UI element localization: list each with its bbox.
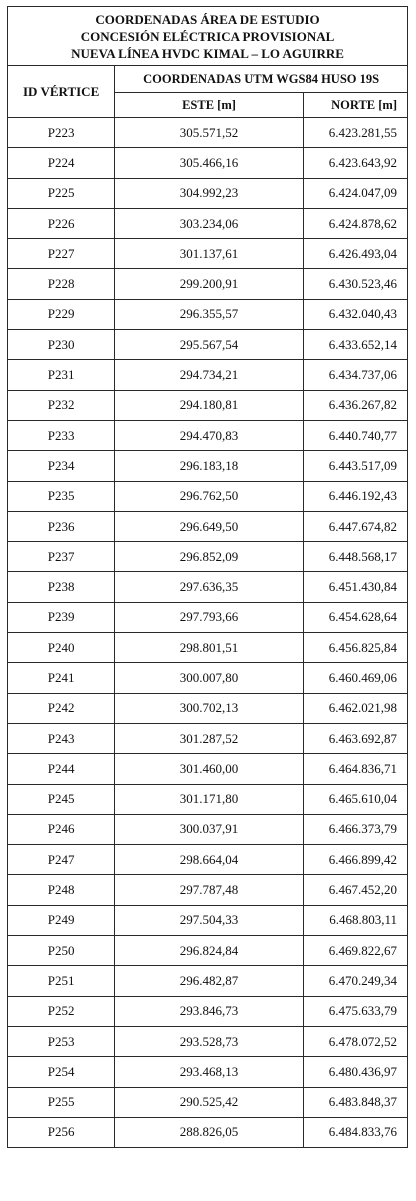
cell-este: 305.571,52 — [115, 118, 303, 148]
cell-vertex-id: P252 — [8, 996, 115, 1026]
cell-este: 293.846,73 — [115, 996, 303, 1026]
cell-vertex-id: P233 — [8, 420, 115, 450]
cell-norte: 6.464.836,71 — [303, 754, 407, 784]
cell-norte: 6.460.469,06 — [303, 663, 407, 693]
cell-este: 303.234,06 — [115, 208, 303, 238]
cell-este: 301.287,52 — [115, 723, 303, 753]
cell-este: 298.664,04 — [115, 845, 303, 875]
cell-vertex-id: P230 — [8, 330, 115, 360]
cell-vertex-id: P249 — [8, 905, 115, 935]
cell-este: 299.200,91 — [115, 269, 303, 299]
cell-este: 296.762,50 — [115, 481, 303, 511]
cell-este: 296.482,87 — [115, 966, 303, 996]
cell-vertex-id: P235 — [8, 481, 115, 511]
cell-este: 296.824,84 — [115, 936, 303, 966]
table-row — [8, 1087, 408, 1117]
cell-vertex-id: P225 — [8, 178, 115, 208]
cell-vertex-id: P247 — [8, 845, 115, 875]
cell-este: 296.852,09 — [115, 542, 303, 572]
cell-vertex-id: P244 — [8, 754, 115, 784]
cell-este: 297.787,48 — [115, 875, 303, 905]
cell-norte: 6.468.803,11 — [303, 905, 407, 935]
cell-vertex-id: P255 — [8, 1087, 115, 1117]
column-header-id: ID VÉRTICE — [8, 66, 115, 118]
cell-vertex-id: P242 — [8, 693, 115, 723]
table-title — [8, 7, 408, 66]
table-row — [8, 875, 408, 905]
table-row — [8, 905, 408, 935]
cell-norte: 6.424.878,62 — [303, 208, 407, 238]
cell-norte: 6.463.692,87 — [303, 723, 407, 753]
cell-norte: 6.467.452,20 — [303, 875, 407, 905]
cell-este: 294.734,21 — [115, 360, 303, 390]
table-row — [8, 299, 408, 329]
cell-norte: 6.484.833,76 — [303, 1117, 407, 1147]
table-row — [8, 572, 408, 602]
cell-norte: 6.434.737,06 — [303, 360, 407, 390]
cell-norte: 6.440.740,77 — [303, 420, 407, 450]
cell-este: 294.470,83 — [115, 420, 303, 450]
cell-norte: 6.469.822,67 — [303, 936, 407, 966]
cell-este: 290.525,42 — [115, 1087, 303, 1117]
cell-norte: 6.426.493,04 — [303, 239, 407, 269]
cell-vertex-id: P253 — [8, 1026, 115, 1056]
cell-norte: 6.443.517,09 — [303, 451, 407, 481]
cell-norte: 6.475.633,79 — [303, 996, 407, 1026]
cell-este: 301.171,80 — [115, 784, 303, 814]
table-row — [8, 814, 408, 844]
cell-este: 296.183,18 — [115, 451, 303, 481]
cell-norte: 6.433.652,14 — [303, 330, 407, 360]
cell-vertex-id: P232 — [8, 390, 115, 420]
cell-vertex-id: P241 — [8, 663, 115, 693]
cell-norte: 6.423.281,55 — [303, 118, 407, 148]
cell-vertex-id: P248 — [8, 875, 115, 905]
cell-este: 288.826,05 — [115, 1117, 303, 1147]
table-row — [8, 269, 408, 299]
cell-este: 301.460,00 — [115, 754, 303, 784]
table-row — [8, 511, 408, 541]
table-row — [8, 784, 408, 814]
cell-norte: 6.466.899,42 — [303, 845, 407, 875]
cell-este: 297.636,35 — [115, 572, 303, 602]
table-row — [8, 239, 408, 269]
coordinates-table — [7, 6, 408, 1148]
cell-vertex-id: P236 — [8, 511, 115, 541]
cell-norte: 6.448.568,17 — [303, 542, 407, 572]
cell-vertex-id: P234 — [8, 451, 115, 481]
cell-norte: 6.430.523,46 — [303, 269, 407, 299]
cell-norte: 6.478.072,52 — [303, 1026, 407, 1056]
cell-este: 300.702,13 — [115, 693, 303, 723]
table-row — [8, 663, 408, 693]
column-header-coordinates: COORDENADAS UTM WGS84 HUSO 19S — [115, 66, 408, 93]
cell-este: 293.528,73 — [115, 1026, 303, 1056]
cell-este: 295.567,54 — [115, 330, 303, 360]
cell-norte: 6.456.825,84 — [303, 633, 407, 663]
table-row — [8, 936, 408, 966]
cell-vertex-id: P238 — [8, 572, 115, 602]
cell-vertex-id: P256 — [8, 1117, 115, 1147]
cell-este: 293.468,13 — [115, 1057, 303, 1087]
cell-este: 297.793,66 — [115, 602, 303, 632]
cell-este: 305.466,16 — [115, 148, 303, 178]
cell-este: 301.137,61 — [115, 239, 303, 269]
cell-vertex-id: P231 — [8, 360, 115, 390]
table-row — [8, 693, 408, 723]
table-row — [8, 723, 408, 753]
table-row — [8, 1117, 408, 1147]
cell-este: 297.504,33 — [115, 905, 303, 935]
cell-este: 300.037,91 — [115, 814, 303, 844]
cell-vertex-id: P246 — [8, 814, 115, 844]
cell-vertex-id: P229 — [8, 299, 115, 329]
table-row — [8, 602, 408, 632]
table-row — [8, 845, 408, 875]
cell-norte: 6.424.047,09 — [303, 178, 407, 208]
table-row — [8, 360, 408, 390]
table-row — [8, 481, 408, 511]
table-row — [8, 754, 408, 784]
cell-este: 298.801,51 — [115, 633, 303, 663]
table-row — [8, 390, 408, 420]
cell-este: 296.355,57 — [115, 299, 303, 329]
cell-vertex-id: P250 — [8, 936, 115, 966]
cell-norte: 6.447.674,82 — [303, 511, 407, 541]
table-row — [8, 451, 408, 481]
cell-norte: 6.466.373,79 — [303, 814, 407, 844]
cell-norte: 6.423.643,92 — [303, 148, 407, 178]
cell-vertex-id: P224 — [8, 148, 115, 178]
cell-norte: 6.451.430,84 — [303, 572, 407, 602]
cell-este: 300.007,80 — [115, 663, 303, 693]
cell-norte: 6.446.192,43 — [303, 481, 407, 511]
cell-norte: 6.480.436,97 — [303, 1057, 407, 1087]
table-row — [8, 1026, 408, 1056]
cell-vertex-id: P227 — [8, 239, 115, 269]
cell-vertex-id: P223 — [8, 118, 115, 148]
title-line: COORDENADAS ÁREA DE ESTUDIO — [95, 11, 320, 27]
cell-norte: 6.454.628,64 — [303, 602, 407, 632]
table-row — [8, 1057, 408, 1087]
cell-norte: 6.432.040,43 — [303, 299, 407, 329]
table-row — [8, 148, 408, 178]
table-header — [8, 7, 408, 118]
table-row — [8, 996, 408, 1026]
cell-vertex-id: P243 — [8, 723, 115, 753]
column-header-norte: NORTE [m] — [303, 93, 407, 118]
column-header-este: ESTE [m] — [115, 93, 303, 118]
cell-norte: 6.462.021,98 — [303, 693, 407, 723]
table-row — [8, 118, 408, 148]
cell-norte: 6.436.267,82 — [303, 390, 407, 420]
cell-norte: 6.470.249,34 — [303, 966, 407, 996]
title-line: CONCESIÓN ELÉCTRICA PROVISIONAL — [80, 28, 335, 44]
cell-norte: 6.465.610,04 — [303, 784, 407, 814]
title-line: NUEVA LÍNEA HVDC KIMAL – LO AGUIRRE — [71, 45, 344, 61]
cell-vertex-id: P226 — [8, 208, 115, 238]
table-row — [8, 966, 408, 996]
cell-vertex-id: P239 — [8, 602, 115, 632]
table-row — [8, 420, 408, 450]
table-row — [8, 178, 408, 208]
table-row — [8, 208, 408, 238]
cell-vertex-id: P254 — [8, 1057, 115, 1087]
cell-vertex-id: P240 — [8, 633, 115, 663]
table-row — [8, 633, 408, 663]
cell-vertex-id: P237 — [8, 542, 115, 572]
cell-este: 296.649,50 — [115, 511, 303, 541]
table-body — [8, 118, 408, 1148]
cell-norte: 6.483.848,37 — [303, 1087, 407, 1117]
cell-vertex-id: P245 — [8, 784, 115, 814]
cell-vertex-id: P251 — [8, 966, 115, 996]
cell-vertex-id: P228 — [8, 269, 115, 299]
cell-este: 304.992,23 — [115, 178, 303, 208]
table-row — [8, 330, 408, 360]
cell-este: 294.180,81 — [115, 390, 303, 420]
table-row — [8, 542, 408, 572]
